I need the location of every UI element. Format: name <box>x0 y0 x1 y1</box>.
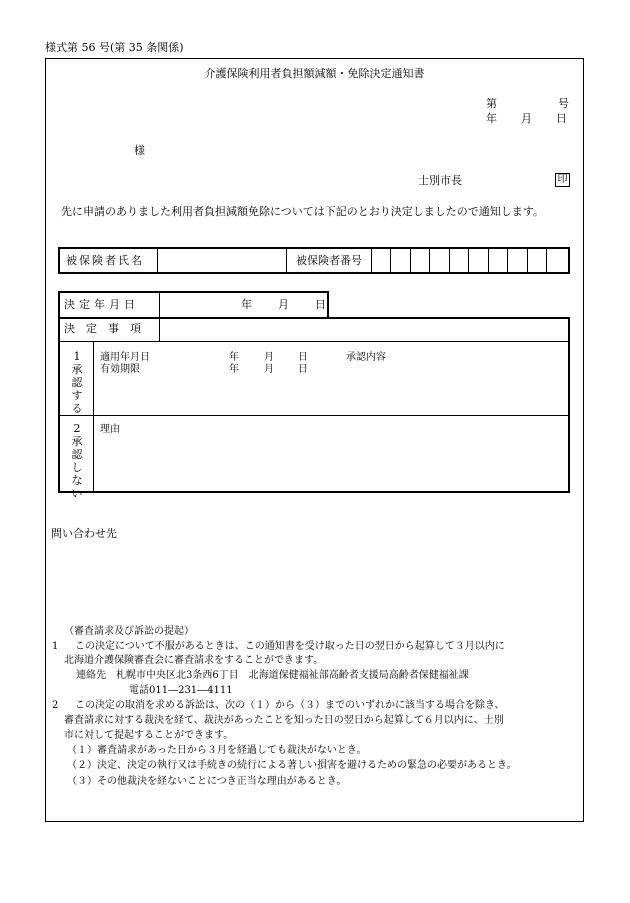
note-1-number: 1 <box>52 641 59 652</box>
matter-row-divider <box>60 341 568 342</box>
note-2-number: 2 <box>52 700 59 711</box>
note-1-line-2: 北海道介護保険審査会に審査請求をすることができます。 <box>64 655 324 666</box>
approve-expiry-label: 有効期限 <box>100 364 140 375</box>
reject-label: 2承認しない <box>71 422 83 500</box>
note-2-sub-3: （３）その他裁決を経ないことにつき正当な理由があるとき。 <box>67 776 347 787</box>
note-2-line-2: 審査請求に対する裁決を経て、裁決があったことを知った日の翌日から起算して６月以内に、士別 <box>64 715 504 726</box>
decision-matter-label: 決 定 事 項 <box>64 322 141 335</box>
note-1-phone: 電話011―231―4111 <box>129 685 233 696</box>
note-2-line-1: この決定の取消を求める訴訟は、次の（１）から（３）までのいずれかに該当する場合を除き、 <box>75 700 505 711</box>
date-nen: 年 <box>486 112 497 125</box>
digit-cell <box>410 249 411 272</box>
digit-cell <box>429 249 430 272</box>
decision-matters-box <box>58 317 570 493</box>
seal-stamp: 印 <box>555 173 570 187</box>
contact-label: 問い合わせ先 <box>51 527 117 540</box>
decision-date-tsuki: 月 <box>278 298 289 311</box>
expiry-nen: 年 <box>229 364 239 375</box>
approve-label: 1承認する <box>71 350 83 415</box>
digit-cell <box>390 249 391 272</box>
approve-reject-divider <box>60 415 568 416</box>
note-2-sub-2: （２）決定、決定の執行又は手続きの続行による著しい損害を避けるための緊急の必要があるとき。 <box>67 760 517 771</box>
digit-cell <box>468 249 469 272</box>
number-go: 号 <box>558 97 569 110</box>
document-title: 介護保険利用者負担額減額・免除決定通知書 <box>204 67 425 80</box>
date-tsuki: 月 <box>521 112 532 125</box>
approve-date-nen: 年 <box>229 352 239 363</box>
issuer-name: 士別市長 <box>418 174 462 187</box>
expiry-tsuki: 月 <box>264 364 274 375</box>
number-dai: 第 <box>486 97 497 110</box>
decision-date-label: 決定年月日 <box>64 298 139 311</box>
decision-date-divider <box>159 293 160 319</box>
digit-cell <box>449 249 450 272</box>
reason-label: 理由 <box>100 424 120 435</box>
digit-cell <box>507 249 508 272</box>
decision-date-hi: 日 <box>315 298 326 311</box>
approve-date-tsuki: 月 <box>264 352 274 363</box>
digit-cell <box>488 249 489 272</box>
note-2-line-3: 市に対して提起することができます。 <box>64 730 234 741</box>
insured-name-label: 被保険者氏名 <box>66 254 144 267</box>
insured-name-value <box>158 249 286 272</box>
digit-cell <box>546 249 547 272</box>
note-2-sub-1: （１）審査請求があった日から３月を経過しても裁決がないとき。 <box>67 745 367 756</box>
decision-date-nen: 年 <box>241 298 252 311</box>
form-number: 様式第 56 号(第 35 条関係) <box>45 41 184 54</box>
matter-divider <box>159 319 160 341</box>
insured-divider-2 <box>286 249 287 272</box>
date-hi: 日 <box>556 112 567 125</box>
note-1-contact: 連絡先 札幌市中央区北3条西6丁目 北海道保健福祉部高齢者支援局高齢者保健福祉課 <box>76 670 469 681</box>
recipient-sama: 様 <box>134 144 145 157</box>
notes-heading: （審査請求及び訴訟の提起） <box>64 626 194 637</box>
intro-text: 先に申請のありました利用者負担減額免除については下記のとおり決定しましたので通知します。 <box>61 205 544 218</box>
approve-date-label: 適用年月日 <box>100 352 150 363</box>
approve-content-label: 承認内容 <box>346 352 386 363</box>
approve-date-hi: 日 <box>298 352 308 363</box>
insured-number-divider <box>371 249 372 272</box>
expiry-hi: 日 <box>298 364 308 375</box>
insured-number-label: 被保険者番号 <box>296 254 362 267</box>
digit-cell <box>527 249 528 272</box>
note-1-line-1: この決定について不服があるときは、この通知書を受け取った日の翌日から起算して３月以内に <box>75 641 505 652</box>
section-label-divider <box>93 342 94 491</box>
